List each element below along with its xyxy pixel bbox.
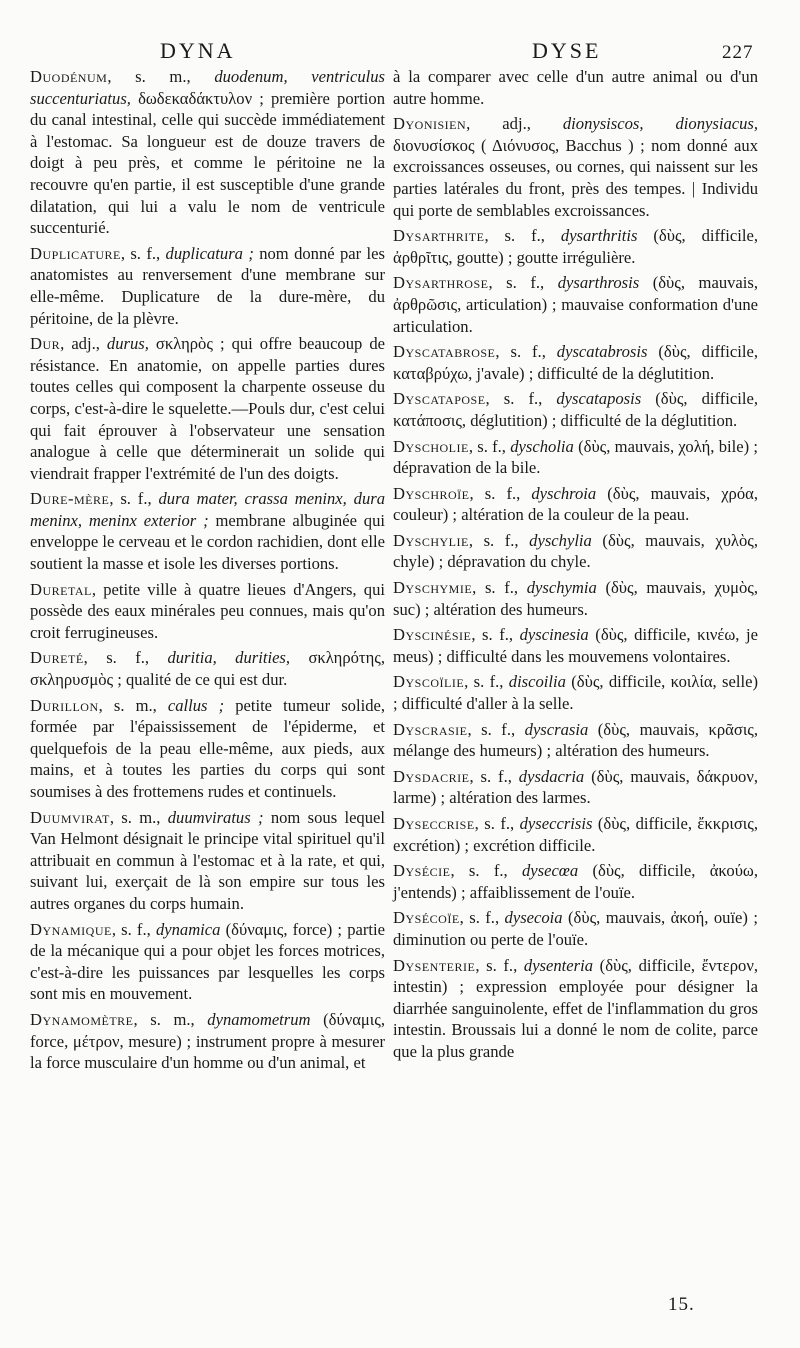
definition-text: (δὺς, mauvais, χολή, bile) ; dépravation de la bile. bbox=[393, 436, 758, 478]
grammar-label: , s. m., bbox=[98, 695, 168, 715]
grammar-label: , s. f., bbox=[469, 766, 519, 786]
headword: Duplicature bbox=[30, 243, 121, 263]
latin-term: dyscrasia bbox=[524, 719, 589, 739]
dictionary-entry bbox=[393, 66, 758, 109]
grammar-label: , s. f., bbox=[464, 672, 509, 692]
left-column bbox=[30, 66, 385, 1078]
latin-term: dysdacria bbox=[518, 766, 585, 786]
definition-text: (δὺς, mauvais, ἀρθρῶσις, articulation) ; mauvaise conformation d'une articulation. bbox=[393, 273, 758, 336]
definition-text: (δὺς, mauvais, ἀκοή, ouïe) ; diminution ou perte de l'ouïe. bbox=[393, 908, 758, 949]
definition-text: (δὺς, mauvais, κρᾶσις, mélange des humeurs) ; altération des humeurs. bbox=[393, 719, 758, 761]
dictionary-entry bbox=[30, 488, 385, 574]
latin-term: dura mater, crassa meninx, dura meninx, meninx exterior ; bbox=[30, 489, 385, 530]
dictionary-entry bbox=[30, 807, 385, 915]
headword: Dur bbox=[30, 334, 61, 354]
headword: Dyscrasie bbox=[393, 719, 468, 739]
dictionary-entry bbox=[393, 907, 758, 950]
grammar-label: , s. f., bbox=[474, 814, 520, 833]
grammar-label: , s. f., bbox=[450, 861, 522, 881]
grammar-label: , s. f., bbox=[120, 243, 166, 263]
grammar-label: , bbox=[91, 579, 104, 599]
headword: Dysdacrie bbox=[393, 766, 470, 786]
grammar-label: , s. f., bbox=[484, 226, 561, 246]
definition-text: (δὺς, difficile, ἔκκρισις, excrétion) ; excrétion difficile. bbox=[393, 814, 758, 855]
headword: Dureté bbox=[30, 648, 84, 668]
definition-text: à la comparer avec celle d'un autre animal ou d'un autre homme. bbox=[393, 67, 758, 108]
right-column bbox=[393, 66, 758, 1067]
latin-term: durus, bbox=[106, 334, 149, 354]
grammar-label: , s. f., bbox=[471, 625, 520, 645]
dictionary-entry bbox=[30, 1009, 385, 1074]
grammar-label: , s. f., bbox=[459, 908, 505, 928]
grammar-label: , s. f., bbox=[468, 530, 530, 550]
grammar-label: , s. f., bbox=[495, 342, 557, 362]
dictionary-entry bbox=[393, 766, 758, 809]
grammar-label: , s. m., bbox=[133, 1009, 208, 1029]
latin-term: dysecoia bbox=[504, 908, 563, 928]
headword: Duodénum bbox=[30, 67, 108, 86]
dictionary-entry bbox=[30, 647, 385, 690]
grammar-label: , s. f., bbox=[109, 489, 159, 509]
latin-term: dysenteria bbox=[523, 955, 594, 975]
headword: Dysenterie bbox=[393, 955, 476, 975]
dictionary-entry bbox=[393, 388, 758, 431]
headword: Dynamique bbox=[30, 919, 112, 939]
definition-text: (δὺς, difficile, ἀκούω, j'entends) ; affaiblissement de l'ouïe. bbox=[393, 861, 758, 902]
headword: Dysarthrite bbox=[393, 226, 485, 246]
definition-text: (δὺς, mauvais, χυλὸς, chyle) ; dépravation du chyle. bbox=[393, 530, 758, 572]
dictionary-entry bbox=[393, 813, 758, 856]
grammar-label: , s. m., bbox=[109, 807, 168, 827]
definition-text: petite tumeur solide, formée par l'épaississement de l'épiderme, et quelquefois de la peau elle-même, aux pieds, aux mains, et à toutes les parties du corps qui sont soumises à des frottemens rudes et continuels. bbox=[30, 695, 385, 801]
grammar-label: , adj., bbox=[60, 334, 107, 354]
dictionary-entry bbox=[30, 579, 385, 644]
latin-term: dionysiscos, dionysiacus, bbox=[562, 114, 759, 134]
definition-text: σκληρὸς ; qui offre beaucoup de résistance. En anatomie, on appelle parties dures toutes celles qui composent la charpente osseuse du corps, c'est-à-dire le squelette.—Pouls dur, c'est celui qui fait éprouver à l'observateur une sensation analogue à celle que déterminerait un solide qui viendrait frapper l'extrémité de l'un des doigts. bbox=[30, 334, 385, 483]
headword: Dysarthrose bbox=[393, 273, 489, 293]
signature-mark: 15. bbox=[668, 1294, 695, 1315]
dictionary-entry bbox=[393, 671, 758, 714]
headword: Dyscataposе bbox=[393, 389, 486, 409]
headword: Durillon bbox=[30, 695, 99, 715]
definition-text: (δύναμις, force) ; partie de la mécanique qui a pour objet les forces motrices, c'est-à-dire les puissances par lesquelles les corps sont mis en mouvement. bbox=[30, 919, 385, 1004]
grammar-label: , s. f., bbox=[83, 648, 168, 668]
latin-term: dyscholia bbox=[510, 436, 574, 456]
latin-term: dynamica bbox=[155, 919, 221, 939]
definition-text: (δὺς, difficile, ἀρθρῖτις, goutte) ; goutte irrégulière. bbox=[393, 226, 758, 267]
dictionary-entry bbox=[30, 66, 385, 239]
definition-text: διονυσίσκος ( Διόνυσος, Bacchus ) ; nom donné aux excroissances osseuses, ou cornes, qui naissent sur les parties latérales du front, près des tempes. | Individu qui porte de semblables excroissances. bbox=[393, 135, 758, 220]
dictionary-entry bbox=[393, 436, 758, 479]
headword: Dyscoïlie bbox=[393, 672, 465, 692]
grammar-label: , s. f., bbox=[469, 483, 532, 503]
latin-term: dyseccrisis bbox=[519, 814, 593, 833]
dictionary-entry bbox=[393, 624, 758, 667]
latin-term: duritia, durities, bbox=[167, 648, 291, 668]
dictionary-entry bbox=[393, 577, 758, 620]
latin-term: callus ; bbox=[167, 695, 225, 715]
headword: Dure-mère bbox=[30, 489, 110, 509]
grammar-label: , s. f., bbox=[111, 919, 156, 939]
dictionary-entry bbox=[393, 530, 758, 573]
definition-text: (δὺς, difficile, κοιλία, selle) ; difficulté d'aller à la selle. bbox=[393, 672, 758, 714]
running-head bbox=[0, 38, 800, 68]
dictionary-entry bbox=[30, 695, 385, 803]
dictionary-entry bbox=[30, 333, 385, 484]
dictionary-entry bbox=[30, 919, 385, 1005]
latin-term: dyschroia bbox=[531, 483, 597, 503]
dictionary-entry bbox=[393, 860, 758, 903]
latin-term: dyscataposis bbox=[556, 389, 642, 409]
headword: Dyschymie bbox=[393, 578, 473, 598]
definition-text: membrane albuginée qui enveloppe le cerveau et le cordon rachidien, dont elle soutient la masse et isole les diverses portions. bbox=[30, 510, 386, 574]
definition-text: petite ville à quatre lieues d'Angers, qui possède des eaux minérales peu connues, mais qu'on croit ferrugineuses. bbox=[30, 579, 385, 642]
definition-text: (δὺς, difficile, καταβρύχω, j'avale) ; difficulté de la déglutition. bbox=[393, 342, 758, 383]
grammar-label: , s. f., bbox=[467, 719, 525, 739]
headword: Dyschroïe bbox=[393, 483, 470, 503]
grammar-label: , s. f., bbox=[468, 436, 511, 456]
headword: Dysécoïe bbox=[393, 908, 460, 928]
grammar-label: , s. m., bbox=[107, 67, 215, 86]
page-number: 227 bbox=[722, 42, 754, 63]
latin-term: dysarthrosis bbox=[557, 273, 640, 293]
definition-text: (δὺς, mauvais, χρόα, couleur) ; altération de la couleur de la peau. bbox=[393, 483, 758, 525]
definition-text: σκληρότης, σκληρυσμὸς ; qualité de ce qui est dur. bbox=[30, 648, 385, 690]
dictionary-entry bbox=[393, 719, 758, 762]
definition-text: nom sous lequel Van Helmont désignait le principe vital spirituel qu'il attribuait en commun à l'estomac et à la rate, et qui, suivant lui, exerçait de là son empire sur tous les autres organes du corps humain. bbox=[30, 807, 386, 913]
grammar-label: , s. f., bbox=[488, 273, 558, 293]
grammar-label: , s. f., bbox=[475, 955, 524, 975]
headword: Duumvirat bbox=[30, 807, 110, 827]
latin-term: dynamometrum bbox=[207, 1009, 311, 1029]
headword: Dynamomètre bbox=[30, 1009, 134, 1029]
definition-text: (δὺς, mauvais, χυμὸς, suc) ; altération des humeurs. bbox=[393, 578, 758, 619]
latin-term: duumviratus ; bbox=[167, 807, 264, 827]
latin-term: dyscatabrosis bbox=[556, 342, 648, 362]
grammar-label: , adj., bbox=[466, 114, 563, 134]
definition-text: (δύναμις, force, μέτρον, mesure) ; instrument propre à mesurer la force musculaire d'un homme ou d'un animal, et bbox=[30, 1009, 385, 1073]
headword: Dyseccrise bbox=[393, 814, 475, 833]
dictionary-entry bbox=[393, 272, 758, 337]
headword: Dysécie bbox=[393, 861, 451, 881]
latin-term: duodenum, ventriculus succenturiatus, bbox=[30, 67, 385, 108]
definition-text: (δὺς, difficile, κινέω, je meus) ; difficulté dans les mouvemens volontaires. bbox=[393, 625, 758, 666]
grammar-label: , s. f., bbox=[472, 578, 527, 598]
latin-term: duplicatura ; bbox=[165, 243, 254, 263]
dictionary-entry bbox=[393, 483, 758, 526]
headword: Dyscholie bbox=[393, 436, 469, 456]
definition-text: (δὺς, difficile, κατάποσις, déglutition) ; difficulté de la déglutition. bbox=[393, 389, 758, 430]
running-head-left: DYNA bbox=[160, 38, 236, 63]
latin-term: dyscinesia bbox=[519, 625, 589, 645]
headword: Dyonisien bbox=[393, 114, 467, 134]
definition-text: nom donné par les anatomistes au renversement d'une membrane sur elle-même. Duplicature de la dure-mère, du péritoine, de la plèvre. bbox=[30, 243, 385, 328]
latin-term: dysarthritis bbox=[560, 226, 638, 246]
running-head-right: DYSE bbox=[532, 38, 602, 63]
definition-text: δωδεκαδάκτυλον ; première portion du canal intestinal, celle qui succède immédiatement à l'estomac. Sa longueur est de douze travers de doigt à peu près, et comme le péritoine ne la recouvre qu'en partie, il est susceptible d'une grande dilatation, qui lui a valu le nom de ventricule succenturié. bbox=[30, 88, 385, 238]
latin-term: dyschymia bbox=[526, 578, 597, 598]
dictionary-entry bbox=[30, 243, 385, 329]
headword: Duretal bbox=[30, 579, 92, 599]
latin-term: discoilia bbox=[508, 672, 566, 692]
dictionary-entry bbox=[393, 225, 758, 268]
definition-text: (δὺς, mauvais, δάκρυον, larme) ; altération des larmes. bbox=[393, 766, 758, 808]
headword: Dyscinésie bbox=[393, 625, 472, 645]
grammar-label: , s. f., bbox=[485, 389, 557, 409]
latin-term: dyschylia bbox=[529, 530, 592, 550]
definition-text: (δὺς, difficile, ἔντερον, intestin) ; expression employée pour désigner la diarrhée sanguinolente, effet de l'inflammation du gros intestin. Broussais lui a donné le nom de colite, parce que la plus grande bbox=[393, 955, 758, 1061]
headword: Dyscatabrose bbox=[393, 342, 496, 362]
dictionary-entry bbox=[393, 341, 758, 384]
headword: Dyschylie bbox=[393, 530, 469, 550]
latin-term: dysecœa bbox=[521, 861, 579, 881]
dictionary-entry bbox=[393, 955, 758, 1063]
dictionary-entry bbox=[393, 113, 758, 221]
